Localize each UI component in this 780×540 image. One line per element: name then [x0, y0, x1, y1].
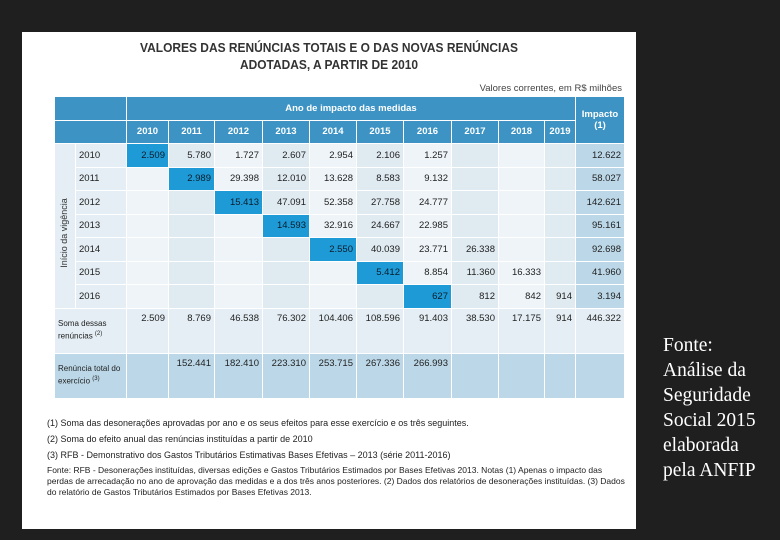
header-row-group	[55, 97, 624, 120]
value-cell: 8.583	[357, 168, 403, 191]
value-cell: 1.257	[404, 144, 451, 167]
impact-cell: 142.621	[576, 191, 624, 214]
header-row-years	[55, 121, 624, 144]
value-cell: 2.989	[169, 168, 214, 191]
value-cell	[215, 285, 262, 308]
value-cell	[545, 238, 575, 261]
notes-section	[47, 417, 627, 502]
summary-value-cell	[127, 354, 168, 398]
value-cell	[452, 215, 498, 238]
summary-value-cell: 914	[545, 309, 575, 353]
value-cell: 914	[545, 285, 575, 308]
value-cell: 627	[404, 285, 451, 308]
value-cell	[169, 262, 214, 285]
value-cell	[263, 285, 309, 308]
impact-cell: 3.194	[576, 285, 624, 308]
table-row	[55, 168, 624, 191]
summary-value-cell: 182.410	[215, 354, 262, 398]
value-cell	[169, 215, 214, 238]
summary-value-cell: 46.538	[215, 309, 262, 353]
table-row	[55, 215, 624, 238]
impact-cell: 58.027	[576, 168, 624, 191]
value-cell: 2.954	[310, 144, 356, 167]
side-label: Início da vigência	[59, 198, 69, 268]
value-cell: 2.607	[263, 144, 309, 167]
value-cell	[215, 215, 262, 238]
value-cell: 13.628	[310, 168, 356, 191]
year-header-2012: 2012	[215, 121, 262, 144]
summary-value-cell: 2.509	[127, 309, 168, 353]
value-cell: 8.854	[404, 262, 451, 285]
value-cell	[263, 238, 309, 261]
source-note: Fonte: RFB - Desonerações instituídas, diversas edições e Gastos Tributários Estimados por Bases Efetivas 2013. Notas (1) Apenas o impacto das perdas de arrecadação no ano de aprovação das medidas e a dos três anos posteriores. (2) Dados dos relatórios de desonerações instituídas. (3) Dados do relatório de Gastos Tributários Estimados por Bases Efetivas 2013.	[47, 465, 625, 497]
value-cell	[357, 285, 403, 308]
value-cell	[452, 144, 498, 167]
summary-value-cell	[499, 354, 544, 398]
value-cell: 1.727	[215, 144, 262, 167]
summary-impact-cell	[576, 354, 624, 398]
value-cell	[263, 262, 309, 285]
value-cell	[310, 285, 356, 308]
value-cell	[499, 144, 544, 167]
year-header-2010: 2010	[127, 121, 168, 144]
row-year-label: 2016	[76, 285, 126, 308]
value-cell	[215, 238, 262, 261]
document-page	[22, 32, 636, 529]
value-cell: 14.593	[263, 215, 309, 238]
value-cell	[499, 238, 544, 261]
note-2: (2) Soma do efeito anual das renúncias instituídas a partir de 2010	[47, 434, 313, 444]
summary-value-cell: 223.310	[263, 354, 309, 398]
impact-cell: 41.960	[576, 262, 624, 285]
summary-value-cell: 266.993	[404, 354, 451, 398]
value-cell: 27.758	[357, 191, 403, 214]
value-cell	[127, 168, 168, 191]
row-year-label: 2011	[76, 168, 126, 191]
value-cell: 26.338	[452, 238, 498, 261]
value-cell: 12.010	[263, 168, 309, 191]
value-cell	[169, 238, 214, 261]
row-year-label: 2012	[76, 191, 126, 214]
year-header-2018: 2018	[499, 121, 544, 144]
value-cell	[499, 191, 544, 214]
table-row	[55, 144, 624, 167]
summary-value-cell: 108.596	[357, 309, 403, 353]
value-cell	[452, 191, 498, 214]
value-cell: 29.398	[215, 168, 262, 191]
year-header-2015: 2015	[357, 121, 403, 144]
year-header-2013: 2013	[263, 121, 309, 144]
value-cell	[169, 191, 214, 214]
value-cell	[127, 238, 168, 261]
value-cell	[127, 191, 168, 214]
value-cell	[545, 168, 575, 191]
document-title: VALORES DAS RENÚNCIAS TOTAIS E O DAS NOVAS RENÚNCIAS ADOTADAS, A PARTIR DE 2010	[140, 40, 518, 72]
value-cell	[127, 262, 168, 285]
value-cell	[127, 285, 168, 308]
value-cell: 812	[452, 285, 498, 308]
value-cell	[545, 262, 575, 285]
value-cell: 52.358	[310, 191, 356, 214]
value-cell: 5.412	[357, 262, 403, 285]
impact-cell: 12.622	[576, 144, 624, 167]
value-cell: 24.667	[357, 215, 403, 238]
value-cell	[127, 215, 168, 238]
sum-row: Soma dessas renúncias $^{(2)}$ 2.509 8.769 46.538 76.302 104.406 108.596 91.403 38.530 17.175 914 446.322	[55, 309, 624, 353]
value-cell: 842	[499, 285, 544, 308]
value-cell: 24.777	[404, 191, 451, 214]
value-cell	[545, 191, 575, 214]
value-cell	[169, 285, 214, 308]
value-cell: 2.509	[127, 144, 168, 167]
table-row	[55, 238, 624, 261]
table-row	[55, 191, 624, 214]
value-cell	[499, 168, 544, 191]
summary-value-cell	[545, 354, 575, 398]
value-cell: 15.413	[215, 191, 262, 214]
value-cell: 11.360	[452, 262, 498, 285]
value-cell: 23.771	[404, 238, 451, 261]
year-header-2011: 2011	[169, 121, 214, 144]
value-cell	[545, 215, 575, 238]
summary-value-cell	[452, 354, 498, 398]
year-header-2016: 2016	[404, 121, 451, 144]
table-row	[55, 285, 624, 308]
note-1: (1) Soma das desonerações aprovadas por ano e os seus efeitos para esse exercício e os três seguintes.	[47, 418, 469, 428]
value-cell: 40.039	[357, 238, 403, 261]
value-cell	[215, 262, 262, 285]
value-cell	[545, 144, 575, 167]
impact-cell: 95.161	[576, 215, 624, 238]
year-header-2014: 2014	[310, 121, 356, 144]
renuncia-total-row: Renúncia total do exercício $^{(3)}$ 152.441 182.410 223.310 253.715 267.336 266.993	[55, 354, 624, 398]
renuncias-table	[54, 96, 625, 399]
summary-value-cell: 17.175	[499, 309, 544, 353]
year-header-2017: 2017	[452, 121, 498, 144]
row-year-label: 2015	[76, 262, 126, 285]
value-cell	[452, 168, 498, 191]
year-header-2019: 2019	[545, 121, 575, 144]
value-cell: 16.333	[499, 262, 544, 285]
note-3: (3) RFB - Demonstrativo dos Gastos Tributários Estimativas Bases Efetivas – 2013 (série 2011-2016)	[47, 450, 451, 460]
summary-impact-cell: 446.322	[576, 309, 624, 353]
value-cell	[499, 215, 544, 238]
value-cell: 2.106	[357, 144, 403, 167]
summary-value-cell: 91.403	[404, 309, 451, 353]
summary-value-cell: 104.406	[310, 309, 356, 353]
value-cell: 32.916	[310, 215, 356, 238]
summary-value-cell: 38.530	[452, 309, 498, 353]
units-label: Valores correntes, em R$ milhões	[479, 83, 622, 94]
summary-value-cell: 8.769	[169, 309, 214, 353]
caption-text: Fonte: Análise da Seguridade Social 2015 elaborada pela ANFIP	[663, 335, 756, 481]
impact-cell: 92.698	[576, 238, 624, 261]
summary-value-cell: 76.302	[263, 309, 309, 353]
summary-value-cell: 253.715	[310, 354, 356, 398]
row-year-label: 2013	[76, 215, 126, 238]
value-cell: 2.550	[310, 238, 356, 261]
header-group-label: Ano de impacto das medidas	[127, 97, 575, 120]
value-cell: 47.091	[263, 191, 309, 214]
row-year-label: 2014	[76, 238, 126, 261]
value-cell: 22.985	[404, 215, 451, 238]
summary-value-cell: 267.336	[357, 354, 403, 398]
summary-value-cell: 152.441	[169, 354, 214, 398]
row-year-label: 2010	[76, 144, 126, 167]
value-cell: 9.132	[404, 168, 451, 191]
table-row	[55, 262, 624, 285]
value-cell	[310, 262, 356, 285]
value-cell: 5.780	[169, 144, 214, 167]
impact-header: Impacto (1)	[576, 97, 624, 143]
